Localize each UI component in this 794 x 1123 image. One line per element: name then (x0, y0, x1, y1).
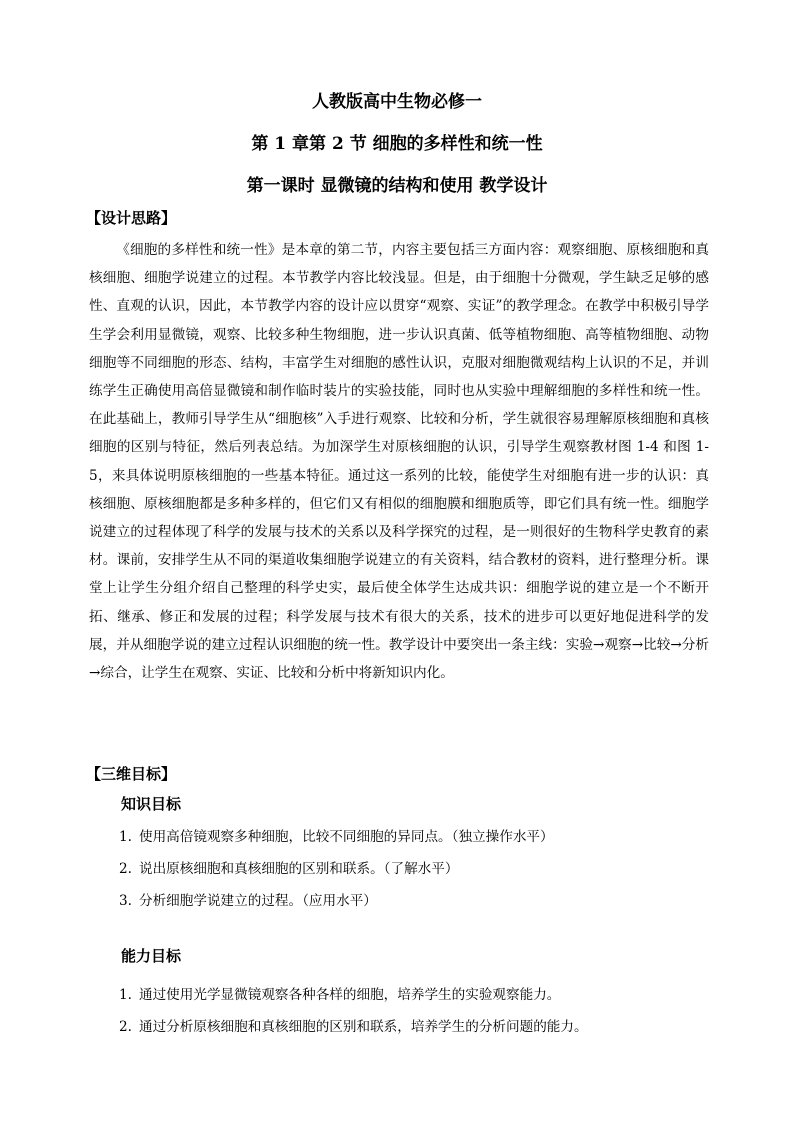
item-number: 1. (119, 987, 132, 1003)
document-title: 人教版高中生物必修一 (312, 92, 482, 112)
knowledge-objectives-heading: 知识目标 (121, 795, 182, 813)
item-text: 通过使用光学显微镜观察各种各样的细胞，培养学生的实验观察能力。 (139, 987, 561, 1003)
item-number: 1. (119, 829, 132, 845)
item-number: 2. (119, 1019, 132, 1035)
knowledge-objective-item (119, 857, 458, 877)
item-text: 使用高倍镜观察多种细胞，比较不同细胞的异同点。（独立操作水平） (139, 829, 554, 845)
lesson-title: 第一课时 显微镜的结构和使用 教学设计 (246, 176, 548, 196)
knowledge-objective-item (119, 889, 377, 909)
knowledge-objective-item (119, 825, 554, 845)
ability-objective-item (119, 1015, 588, 1035)
chapter-title: 第 1 章第 2 节 细胞的多样性和统一性 (251, 134, 543, 154)
ability-objective-item (119, 983, 560, 1003)
item-number: 3. (119, 893, 132, 909)
item-text: 分析细胞学说建立的过程。（应用水平） (139, 893, 377, 909)
item-number: 2. (119, 861, 132, 877)
item-text: 通过分析原核细胞和真核细胞的区别和联系，培养学生的分析问题的能力。 (139, 1019, 588, 1035)
design-thinking-heading: 【设计思路】 (86, 209, 177, 227)
design-thinking-paragraph: 《细胞的多样性和统一性》是本章的第二节，内容主要包括三方面内容：观察细胞、原核细胞和真核细胞、细胞学说建立的过程。本节教学内容比较浅显。但是，由于细胞十分微观，学生缺乏足够的感性、直观的认识，因此，本节教学内容的设计应以贯穿“观察、实证”的教学理念。在教学中积极引导学生学会利用显微镜，观察、比较多种生物细胞，进一步认识真菌、低等植物细胞、高等植物细胞、动物细胞等不同细胞的形态、结构，丰富学生对细胞的感性认识，克服对细胞微观结构上认识的不足，并训练学生正确使用高倍显微镜和制作临时装片的实验技能，同时也从实验中理解细胞的多样性和统一性。在此基础上，教师引导学生从“细胞核”入手进行观察、比较和分析，学生就很容易理解原核细胞和真核细胞的区别与特征，然后列表总结。为加深学生对原核细胞的认识，引导学生观察教材图 1-4 和图 1-5，来具体说明原核细胞的一些基本特征。通过这一系列的比较，能使学生对细胞有进一步的认识：真核细胞、原核细胞都是多种多样的，但它们又有相似的细胞膜和细胞质等，即它们具有统一性。细胞学说建立的过程体现了科学的发展与技术的关系以及科学探究的过程，是一则很好的生物科学史教育的素材。课前，安排学生从不同的渠道收集细胞学说建立的有关资料，结合教材的资料，进行整理分析。课堂上让学生分组介绍自己整理的科学史实，最后使全体学生达成共识：细胞学说的建立是一个不断开拓、继承、修正和发展的过程；科学发展与技术有很大的关系，技术的进步可以更好地促进科学的发展，并从细胞学说的建立过程认识细胞的统一性。教学设计中要突出一条主线：实验→观察→比较→分析→综合，让学生在观察、实证、比较和分析中将新知识内化。 (89, 242, 709, 682)
item-text: 说出原核细胞和真核细胞的区别和联系。（了解水平） (139, 861, 459, 877)
ability-objectives-heading: 能力目标 (121, 947, 182, 965)
objectives-heading: 【三维目标】 (86, 765, 177, 783)
